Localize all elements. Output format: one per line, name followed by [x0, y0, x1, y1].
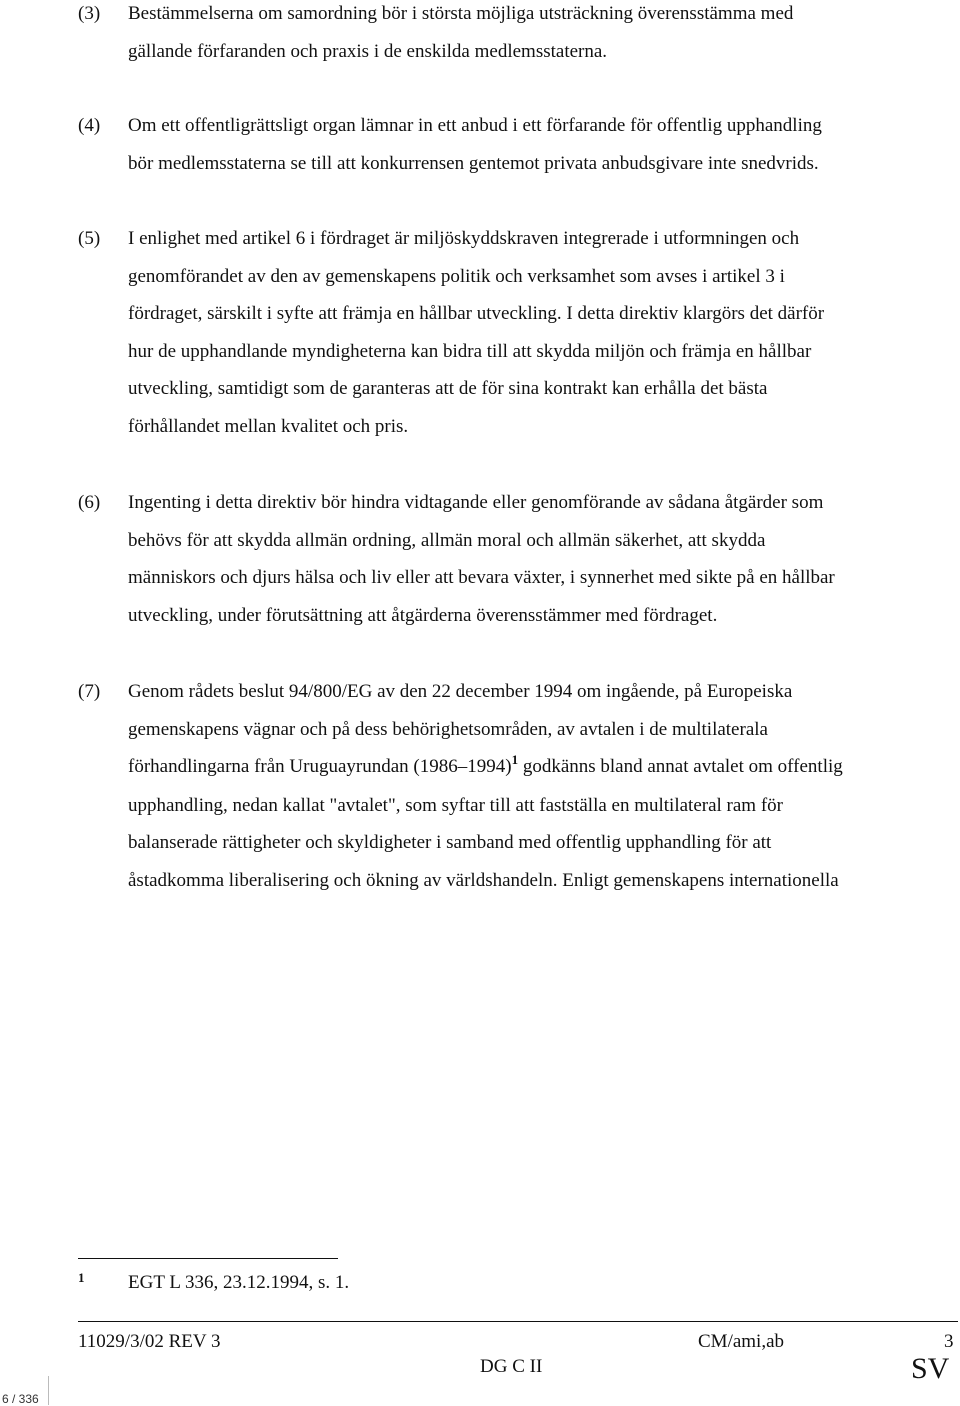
text-line: genomförandet av den av gemenskapens politik och verksamhet som avses i artikel 3 i: [128, 265, 785, 287]
footer-divider: [78, 1321, 958, 1322]
text-line: gällande förfaranden och praxis i de enskilda medlemsstaterna.: [128, 40, 608, 62]
language-code: SV: [911, 1352, 950, 1385]
text-line: bör medlemsstaterna se till att konkurrensen gentemot privata anbudsgivare inte snedvrids.: [128, 152, 819, 174]
text-line: Genom rådets beslut 94/800/EG av den 22 december 1994 om ingående, på Europeiska: [128, 681, 793, 702]
text-line: utveckling, under förutsättning att åtgärderna överensstämmer med fördraget.: [128, 604, 718, 626]
page-number: 3: [944, 1331, 954, 1352]
paragraph-number: (6): [78, 492, 101, 513]
paragraph-text: [128, 673, 958, 900]
text-line-with-footnote: [128, 748, 958, 787]
paragraph-text: [128, 484, 958, 634]
text-line: utveckling, samtidigt som de garanteras att de för sina kontrakt kan erhålla det bästa: [128, 378, 768, 400]
text-line: Om ett offentligrättsligt organ lämnar in ett anbud i ett förfarande för offentlig upphandling: [128, 115, 822, 136]
footnote-text: EGT L 336, 23.12.1994, s. 1.: [128, 1272, 350, 1293]
text-line: åstadkomma liberalisering och ökning av världshandeln. Enligt gemenskapens internationella: [128, 869, 839, 891]
text-line: Ingenting i detta direktiv bör hindra vidtagande eller genomförande av sådana åtgärder som: [128, 492, 824, 513]
text-line: I enlighet med artikel 6 i fördraget är miljöskyddskraven integrerade i utformningen och: [128, 228, 800, 249]
paragraph-number: (7): [78, 681, 101, 702]
text-segment: godkänns bland annat avtalet om offentlig: [522, 756, 843, 778]
text-line: människors och djurs hälsa och liv eller att bevara växter, i synnerhet med sikte på en hållbar: [128, 567, 835, 589]
page-indicator: 6 / 336: [2, 1392, 39, 1406]
paragraph-4: [78, 107, 958, 182]
text-line: Bestämmelserna om samordning bör i största möjliga utsträckning överensstämma med: [128, 3, 794, 24]
paragraph-number: (5): [78, 228, 101, 249]
paragraph-text: [128, 107, 958, 182]
viewer-sidebar-edge: [48, 1376, 49, 1405]
paragraph-text: [128, 0, 958, 70]
paragraph-7: [78, 673, 958, 900]
text-line: gemenskapens vägnar och på dess behörighetsområden, av avtalen i de multilaterala: [128, 718, 768, 740]
footnote-reference[interactable]: 1: [511, 752, 519, 768]
text-segment: förhandlingarna från Uruguayrundan (1986–1994): [128, 756, 512, 778]
author-initials: CM/ami,ab: [698, 1331, 785, 1352]
footnote-mark: 1: [78, 1270, 85, 1285]
footnote-divider: [78, 1258, 338, 1259]
text-line: fördraget, särskilt i syfte att främja en hållbar utveckling. I detta direktiv klargörs det därför: [128, 303, 825, 325]
paragraph-3: [78, 0, 958, 70]
document-reference: 11029/3/02 REV 3: [78, 1331, 221, 1352]
directorate-general: DG C II: [480, 1356, 543, 1377]
text-line: hur de upphandlande myndigheterna kan bidra till att skydda miljön och främja en hållbar: [128, 340, 812, 362]
paragraph-number: (3): [78, 3, 101, 24]
text-line: upphandling, nedan kallat "avtalet", som syftar till att fastställa en multilateral ram för: [128, 794, 783, 816]
paragraph-5: [78, 220, 958, 446]
paragraph-6: [78, 484, 958, 634]
paragraph-number: (4): [78, 115, 101, 136]
text-line: balanserade rättigheter och skyldigheter i samband med offentlig upphandling för att: [128, 832, 772, 854]
paragraph-text: [128, 220, 958, 446]
text-line: behövs för att skydda allmän ordning, allmän moral och allmän säkerhet, att skydda: [128, 529, 766, 551]
text-line: förhållandet mellan kvalitet och pris.: [128, 415, 409, 437]
